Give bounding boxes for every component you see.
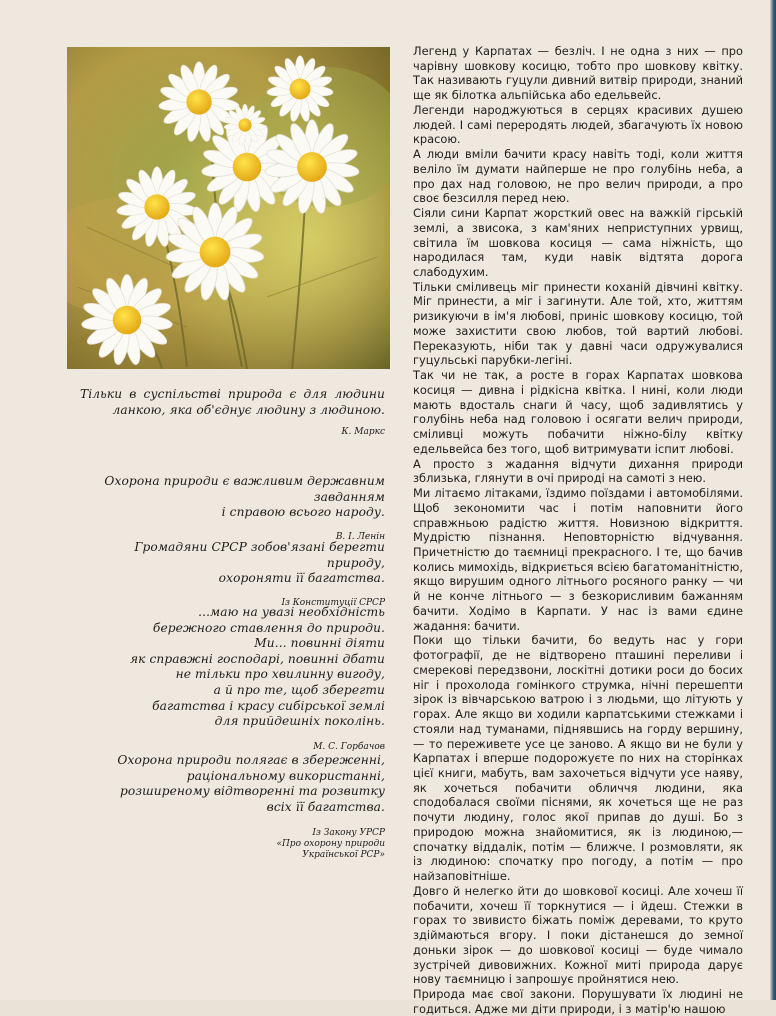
quote-author: Із Конституції СРСР	[281, 597, 385, 608]
paragraph: Легенди народжуються в серцях красивих душею людей. І самі переродять людей, збагачують їх новою красою.	[413, 102, 743, 147]
quote-text: Охорона природи є важливим державним завданням і справою всього народу.	[104, 474, 385, 520]
quotes-column	[80, 387, 385, 861]
quote-author: К. Маркс	[341, 427, 385, 438]
paragraph: Природа має свої закони. Порушувати їх людині не годиться. Адже ми діти природи, і з матір'ю нашою	[413, 987, 743, 1016]
quote-author: Із Закону УРСР «Про охорону природи Української РСР»	[276, 828, 385, 861]
quote-author: М. С. Горбачов	[313, 741, 385, 752]
daisy-photo	[67, 47, 390, 369]
paragraph: Так чи не так, а росте в горах Карпатах шовкова косиця — дивна і рідкісна квітка. І нині, коли люди мають вдосталь снаги й часу, щоб задивлятись у голубінь неба над головою і осягати велич природи, сміливці можуть побачити ніжно-білу квітку едельвейса без того, щоб витримувати іспит любові.	[413, 368, 743, 456]
daisies-image	[67, 47, 390, 369]
page-edge	[770, 0, 776, 1000]
quote-author: В. І. Ленін	[335, 531, 385, 542]
paragraph: Поки що тільки бачити, бо ведуть нас у гори фотографії, де не відтворено пташині переливи і смерекові передзвони, лоскітні дотики роси до босих ніг і прохолода гомінкого струмка, нічні перешепти зірок із вівчарською ватрою і з людьми, що літують у горах. Але якщо ви ходили карпатськими стежками і стояли над туманами, піднявшись на горду вершину,— то переживете усе це заново. А якщо ви не були у Карпатах і вперше подорожуєте по них на сторінках цієї книги, мабуть, вам захочеться відчути усе наяву, як хочеться побачити обличчя людини, яка сподобалася своїми піснями, як хочеться ще не раз почути людину, голос якої припав до душі. Бо з природою можна знайомитися, як із людиною,— спочатку віддалік, потім — ближче. І розмовляти, як із людиною: спочатку про погоду, а потім — про найзаповітніше.	[413, 633, 743, 884]
quote-text: Громадяни СРСР зобов'язані берегти природу, охороняти її багатства.	[134, 540, 385, 586]
quote-law	[80, 753, 385, 861]
paragraph: Легенд у Карпатах — безліч. І не одна з них — про чарівну шовкову косицю, тобто про шовкову квітку. Так називають гуцули дивний витвір природи, знаний ще як білотка альпійська або едельвейс.	[413, 44, 743, 103]
paragraph: А просто з жадання відчути дихання природи зблизька, глянути в очі природі на самоті з нею.	[413, 456, 743, 486]
paragraph: А люди вміли бачити красу навіть тоді, коли життя веліло їм думати найперше не про голубінь неба, а про дах над головою, не про велич природи, а про своє безсилля перед нею.	[413, 147, 743, 206]
quote-constitution	[80, 540, 385, 609]
quote-text: Охорона природи полягає в збереженні, раціональному використанні, розширеному відтворенні та розвитку всіх її багатства.	[117, 753, 385, 814]
paragraph: Довго й нелегко йти до шовкової косиці. Але хочеш її побачити, хочеш її торкнутися — і йдеш. Стежки в горах то звивисто біжать поміж деревами, то круто здіймаються вгору. І поки дістанешся до земної доньки зірок — до шовкової косиці — буде чимало зустрічей дивовижних. Кожної миті природа дарує нову таємницю і запрошує пройнятися нею.	[413, 883, 743, 987]
quote-lenin	[80, 474, 385, 543]
paragraph: Сіяли сини Карпат жорсткий овес на важкій гірській землі, а звисока, з кам'яних неприступних урвищ, світила їм шовкова косиця — сама ніжність, що народилася там, куди навік відтята дорога слабодухим.	[413, 206, 743, 280]
quote-text: ...маю на увазі необхідність бережного ставлення до природи. Ми... повинні діяти як справжні господарі, повинні дбати не тільки про хвилинну вигоду, а й про те, щоб зберегти багатства і красу сибірської землі для прийдешніх поколінь.	[129, 605, 385, 729]
quote-gorbachev	[80, 605, 385, 753]
quote-text: Тільки в суспільстві природа є для людини ланкою, яка об'єднує людину з людиною.	[80, 387, 385, 417]
paragraph: Ми літаємо літаками, їздимо поїздами і автомобілями. Щоб зекономити час і потім наповнити його справжньою радістю життя. Новизною відкриття. Мудрістю пізнання. Неповторністю відчування. Причетністю до таємниці прекрасного. І те, що бачив колись мимохідь, відкриється всією багатоманітністю, якщо вирушим одного літнього росяного ранку — чи й не конче літнього — з безкорисливим бажанням бачити. Ходімо в Карпати. У нас із вами єдине жадання: бачити.	[413, 486, 743, 633]
paragraph: Тільки сміливець міг принести коханій дівчині квітку. Міг принести, а міг і загинути. Але той, хто, життям ризикуючи в ім'я любові, приніс шовкову косицю, той може захистити свою любов, той вартий любові. Переказують, ніби так у давні часи одружувалися гуцульські парубки-легіні.	[413, 279, 743, 368]
quote-marx	[80, 387, 385, 438]
body-text-column	[413, 44, 743, 1016]
